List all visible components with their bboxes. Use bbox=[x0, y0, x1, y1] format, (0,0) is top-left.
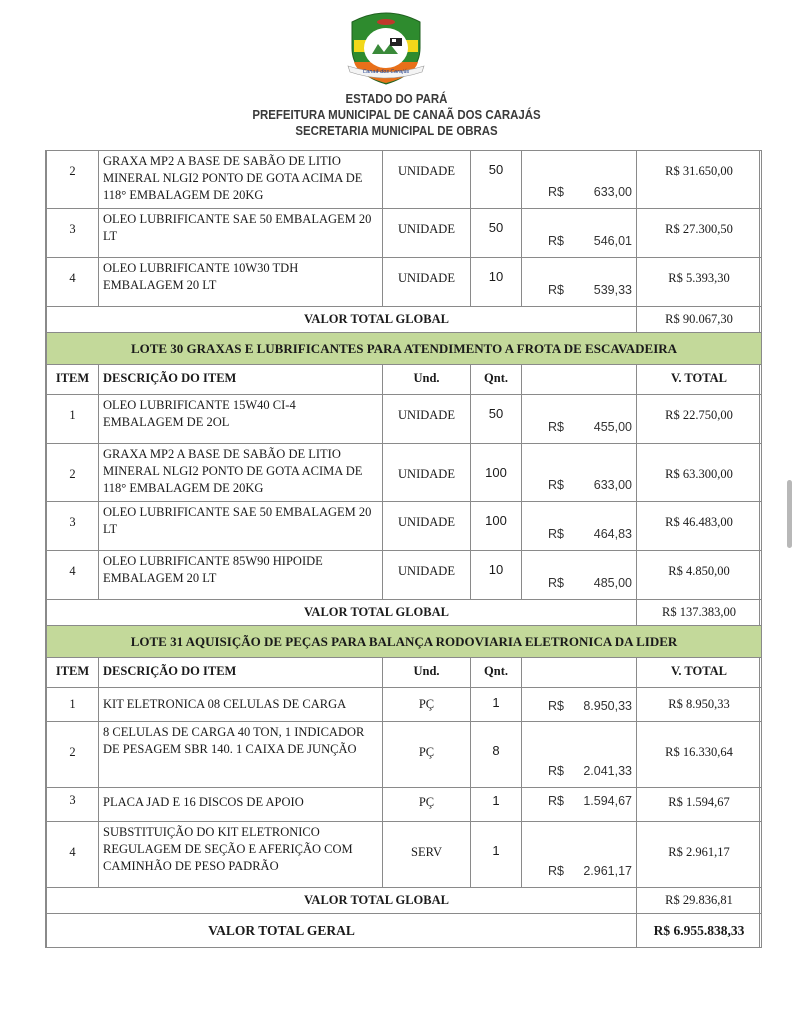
lote-31-header: LOTE 31 AQUISIÇÃO DE PEÇAS PARA BALANÇA RODOVIARIA ELETRONICA DA LIDER bbox=[47, 626, 762, 658]
column-header-row: ITEM DESCRIÇÃO DO ITEM Und. Qnt. V. TOTAL bbox=[47, 658, 762, 688]
table-row: 1 KIT ELETRONICA 08 CELULAS DE CARGA PÇ 1 R$ 8.950,33 R$ 8.950,33 bbox=[47, 688, 762, 722]
subtotal-value: R$ 29.836,81 bbox=[637, 888, 762, 914]
municipal-crest-icon bbox=[344, 8, 428, 86]
table-row: 2 8 CELULAS DE CARGA 40 TON, 1 INDICADOR DE PESAGEM SBR 140. 1 CAIXA DE JUNÇÃO PÇ 8 R$ 2.041,33 R$ 16.330,64 bbox=[47, 722, 762, 788]
table-row: 3 OLEO LUBRIFICANTE SAE 50 EMBALAGEM 20 LT UNIDADE 100 R$ 464,83 R$ 46.483,00 bbox=[47, 502, 762, 551]
price-table-document bbox=[45, 150, 760, 948]
column-header-row: ITEM DESCRIÇÃO DO ITEM Und. Qnt. V. TOTAL bbox=[47, 365, 762, 395]
table-row: 2 GRAXA MP2 A BASE DE SABÃO DE LITIO MINERAL NLGI2 PONTO DE GOTA ACIMA DE 118° EMBALAGEM DE 20KG UNIDADE 100 R$ 633,00 R$ 63.300,00 bbox=[47, 444, 762, 502]
document-header bbox=[0, 0, 793, 148]
table-row: 4 OLEO LUBRIFICANTE 10W30 TDH EMBALAGEM 20 LT UNIDADE 10 R$ 539,33 R$ 5.393,30 bbox=[47, 258, 762, 307]
table-row: 2 GRAXA MP2 A BASE DE SABÃO DE LITIO MINERAL NLGI2 PONTO DE GOTA ACIMA DE 118° EMBALAGEM DE 20KG UNIDADE 50 R$ 633,00 R$ 31.650,00 bbox=[47, 151, 762, 209]
subtotal-label: VALOR TOTAL GLOBAL bbox=[47, 600, 637, 626]
price-table bbox=[46, 150, 762, 948]
scrollbar-thumb[interactable] bbox=[787, 480, 792, 548]
grand-total-row bbox=[47, 914, 762, 948]
municipality-title: PREFEITURA MUNICIPAL DE CANAÃ DOS CARAJÁS bbox=[252, 107, 541, 122]
table-row: 1 OLEO LUBRIFICANTE 15W40 CI-4 EMBALAGEM DE 2OL UNIDADE 50 R$ 455,00 R$ 22.750,00 bbox=[47, 395, 762, 444]
subtotal-value: R$ 90.067,30 bbox=[637, 307, 762, 333]
grand-total-value: R$ 6.955.838,33 bbox=[637, 914, 762, 948]
lote-30-header: LOTE 30 GRAXAS E LUBRIFICANTES PARA ATENDIMENTO A FROTA DE ESCAVADEIRA bbox=[47, 333, 762, 365]
subtotal-label: VALOR TOTAL GLOBAL bbox=[47, 307, 637, 333]
subtotal-row bbox=[47, 307, 762, 333]
secretariat-title: SECRETARIA MUNICIPAL DE OBRAS bbox=[295, 123, 498, 138]
svg-text:Canaã dos Carajás: Canaã dos Carajás bbox=[362, 69, 410, 75]
subtotal-label: VALOR TOTAL GLOBAL bbox=[47, 888, 637, 914]
grand-total-label: VALOR TOTAL GERAL bbox=[47, 914, 637, 948]
table-row: 3 PLACA JAD E 16 DISCOS DE APOIO PÇ 1 R$ 1.594,67 R$ 1.594,67 bbox=[47, 788, 762, 822]
table-row: 4 OLEO LUBRIFICANTE 85W90 HIPOIDE EMBALAGEM 20 LT UNIDADE 10 R$ 485,00 R$ 4.850,00 bbox=[47, 551, 762, 600]
table-row: 3 OLEO LUBRIFICANTE SAE 50 EMBALAGEM 20 LT UNIDADE 50 R$ 546,01 R$ 27.300,50 bbox=[47, 209, 762, 258]
subtotal-row bbox=[47, 600, 762, 626]
subtotal-value: R$ 137.383,00 bbox=[637, 600, 762, 626]
table-row: 4 SUBSTITUIÇÃO DO KIT ELETRONICO REGULAGEM DE SEÇÃO E AFERIÇÃO COM CAMINHÃO DE PESO PADRÃO SERV 1 R$ 2.961,17 R$ 2.961,17 bbox=[47, 822, 762, 888]
subtotal-row bbox=[47, 888, 762, 914]
state-title: ESTADO DO PARÁ bbox=[345, 91, 448, 106]
